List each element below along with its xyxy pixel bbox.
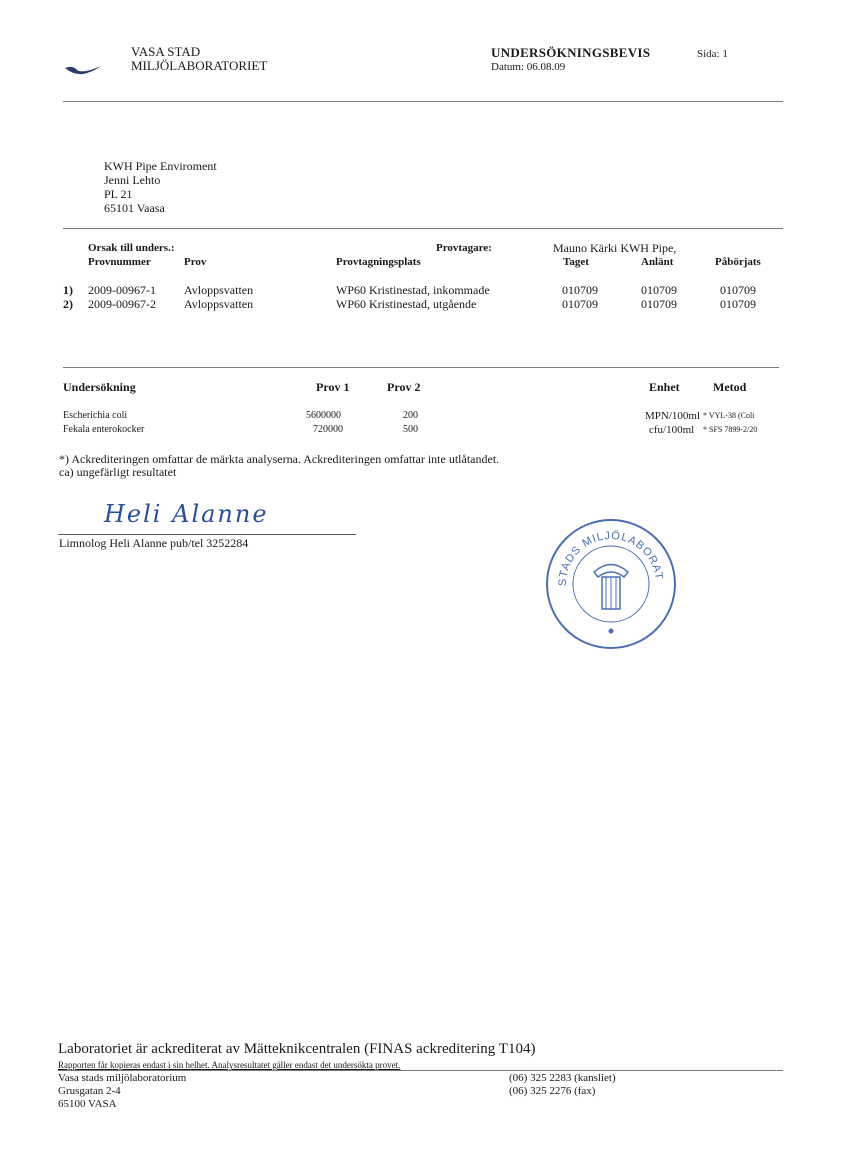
recipient-postal: 65101 Vaasa	[104, 201, 165, 215]
report-date: Datum: 06.08.09	[491, 61, 566, 73]
result-prov1: 5600000	[306, 410, 341, 421]
row-anlant: 010709	[641, 283, 677, 297]
org-name-line1: VASA STAD	[131, 44, 201, 59]
result-enhet: cfu/100ml	[649, 424, 695, 436]
recipient-company: KWH Pipe Enviroment	[104, 159, 217, 173]
col-anlant: Anlänt	[641, 256, 674, 268]
approx-note: ca) ungefärligt resultatet	[59, 465, 177, 479]
row-plats: WP60 Kristinestad, inkommade	[336, 283, 490, 297]
footer-address-line3: 65100 VASA	[58, 1098, 117, 1110]
table-row	[0, 283, 843, 297]
result-name: Fekala enterokocker	[63, 424, 145, 435]
row-provnummer: 2009-00967-2	[88, 297, 156, 311]
sample-divider	[63, 367, 779, 368]
row-anlant: 010709	[641, 297, 677, 311]
col-metod: Metod	[713, 380, 747, 394]
footer-copy-note: Rapporten får kopieras endast i sin helhet. Analysresultatet gäller endast det undersökta provet.	[58, 1060, 401, 1070]
footer-address	[58, 1072, 186, 1111]
col-prov1: Prov 1	[316, 380, 350, 394]
footer-address-line2: Grusgatan 2-4	[58, 1085, 121, 1097]
recipient-block	[104, 159, 217, 215]
result-name: Escherichia coli	[63, 410, 128, 421]
org-name-line2: MILJÖLABORATORIET	[131, 58, 268, 73]
result-metod: * VYL-38 (Coli	[703, 411, 755, 420]
header-divider	[63, 101, 783, 102]
result-prov2: 500	[403, 424, 418, 435]
official-stamp	[544, 517, 678, 651]
col-taget: Taget	[563, 256, 589, 268]
footer-phone-office: (06) 325 2283 (kansliet)	[509, 1072, 616, 1084]
footer-phone-fax: (06) 325 2276 (fax)	[509, 1085, 596, 1097]
table-row	[0, 297, 843, 311]
footer-divider	[58, 1070, 783, 1071]
result-row	[0, 424, 843, 437]
col-prov: Prov	[184, 256, 207, 268]
seal-icon	[544, 517, 678, 651]
row-taget: 010709	[562, 283, 598, 297]
row-prov: Avloppsvatten	[184, 297, 254, 311]
result-prov1: 720000	[313, 424, 343, 435]
result-enhet: MPN/100ml	[645, 410, 701, 422]
handwritten-signature: Heli Alanne	[104, 500, 269, 528]
row-prov: Avloppsvatten	[184, 283, 254, 297]
row-provnummer: 2009-00967-1	[88, 283, 156, 297]
signature-line	[58, 534, 356, 535]
result-metod: * SFS 7899-2/20	[703, 425, 758, 434]
vasa-logo-icon	[63, 62, 103, 76]
row-plats: WP60 Kristinestad, utgående	[336, 297, 477, 311]
footer-phones	[509, 1072, 616, 1098]
col-provnummer: Provnummer	[88, 256, 151, 268]
footer-address-line1: Vasa stads miljölaboratorium	[58, 1072, 187, 1084]
reason-label: Orsak till unders.:	[88, 242, 175, 254]
recipient-box: PL 21	[104, 187, 133, 201]
col-undersokning: Undersökning	[63, 380, 136, 394]
svg-text:VASA STADS MILJÖLABORATORIUM: STADS MILJÖLABORAT	[556, 529, 665, 587]
sampler-label: Provtagare:	[436, 242, 492, 254]
row-index: 2)	[63, 297, 73, 311]
signer-name: Limnolog Heli Alanne pub/tel 3252284	[59, 536, 249, 550]
page-number: Sida: 1	[697, 48, 728, 60]
col-provtagningsplats: Provtagningsplats	[336, 256, 421, 268]
row-paborjats: 010709	[720, 297, 756, 311]
footer-accreditation: Laboratoriet är ackrediterat av Mätteknikcentralen (FINAS ackreditering T104)	[58, 1041, 536, 1057]
row-paborjats: 010709	[720, 283, 756, 297]
result-row	[0, 410, 843, 423]
row-taget: 010709	[562, 297, 598, 311]
recipient-divider	[63, 228, 783, 229]
logo-mark	[63, 62, 103, 76]
document-title: UNDERSÖKNINGSBEVIS	[491, 45, 651, 60]
row-index: 1)	[63, 283, 73, 297]
col-enhet: Enhet	[649, 380, 680, 394]
col-paborjats: Påbörjats	[715, 256, 761, 268]
col-prov2: Prov 2	[387, 380, 421, 394]
recipient-contact: Jenni Lehto	[104, 173, 161, 187]
sampler-value: Mauno Kärki KWH Pipe,	[553, 241, 677, 255]
result-prov2: 200	[403, 410, 418, 421]
accreditation-note: *) Ackrediteringen omfattar de märkta analyserna. Ackrediteringen omfattar inte utlåtandet.	[59, 452, 500, 466]
